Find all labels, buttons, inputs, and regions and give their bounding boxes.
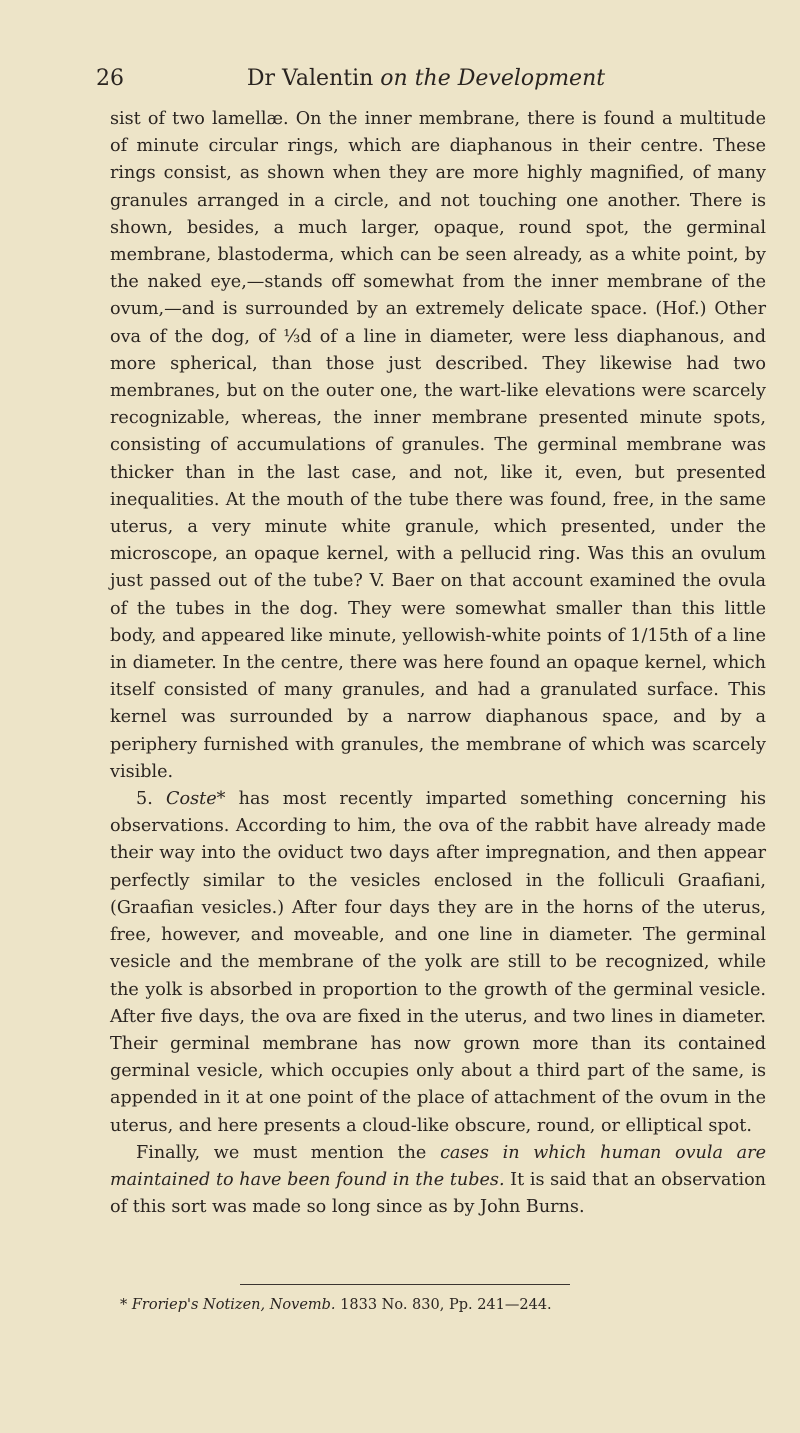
- footnote-marker: *: [120, 1297, 132, 1313]
- running-title-roman: Dr Valentin: [246, 66, 381, 91]
- paragraph-2-text: has most recently imparted something concerning his observations. According to him, the ova of the rabbit have already made their way into the oviduct two days after impregnation, and then appear perfectly similar to the vesicles enclosed in the folliculi Graafiani, (Graafian vesicles.) After four days they are in the horns of the uterus, free, however, and moveable, and one line in diameter. The germinal vesicle and the membrane of the yolk are still to be recognized, while the yolk is absorbed in proportion to the growth of the germinal vesicle. After five days, the ova are fixed in the uterus, and two lines in diameter. Their germinal membrane has now grown more than its contained germinal vesicle, which occupies only about a third part of the same, is appended in it at one point of the place of attachment of the ovum in the uterus, and here presents a cloud-like obscure, round, or elliptical spot.: [110, 789, 766, 1136]
- footnote-details: 1833 No. 830, Pp. 241—244.: [335, 1297, 552, 1313]
- footnote-rule: [240, 1284, 570, 1285]
- running-title: [96, 66, 756, 91]
- running-title-italic: on the Development: [380, 66, 606, 91]
- paragraph-2-number: 5.: [136, 789, 167, 810]
- paragraph-1: sist of two lamellæ. On the inner membrane, there is found a multitude of minute circular rings, which are diaphanous in their centre. These rings consist, as shown when they are more highly magnified, of many granules arranged in a circle, and not touching one another. There is shown, besides, a much larger, opaque, round spot, the germinal membrane, blastoderma, which can be seen already, as a white point, by the naked eye,—stands off somewhat from the inner membrane of the ovum,—and is surrounded by an extremely delicate space. (Hof.) Other ova of the dog, of ⅓d of a line in diameter, were less diaphanous, and more spherical, than those just described. They likewise had two membranes, but on the outer one, the wart-like elevations were scarcely recognizable, whereas, the inner membrane presented minute spots, consisting of accumulations of granules. The germinal membrane was thicker than in the last case, and not, like it, even, but presented inequalities. At the mouth of the tube there was found, free, in the same uterus, a very minute white granule, which presented, under the microscope, an opaque kernel, with a pellucid ring. Was this an ovulum just passed out of the tube? V. Baer on that account examined the ovula of the tubes in the dog. They were somewhat smaller than this little body, and appeared like minute, yellowish-white points of 1/15th of a line in diameter. In the centre, there was here found an opaque kernel, which itself consisted of many granules, and had a granulated surface. This kernel was surrounded by a narrow diaphanous space, and by a periphery furnished with granules, the membrane of which was scarcely visible.: [110, 109, 766, 782]
- paragraph-3: [110, 1140, 766, 1222]
- page-number: 26: [96, 66, 124, 91]
- paragraph-3-lead: Finally, we must mention the: [136, 1142, 441, 1163]
- running-header: [96, 66, 756, 102]
- footnote-source: Froriep's Notizen, Novemb.: [131, 1297, 336, 1313]
- paragraph-3-italic: cases in which human ovula are maintained to have been found in the tubes.: [110, 1142, 766, 1190]
- footnote: [120, 1295, 760, 1315]
- paragraph-2-author: Coste*: [166, 789, 226, 810]
- paragraph-2: [110, 786, 766, 1140]
- paragraph-3-text: It is said that an observation of this sort was made so long since as by John Burns.: [110, 1169, 766, 1218]
- body-text: [110, 106, 766, 1221]
